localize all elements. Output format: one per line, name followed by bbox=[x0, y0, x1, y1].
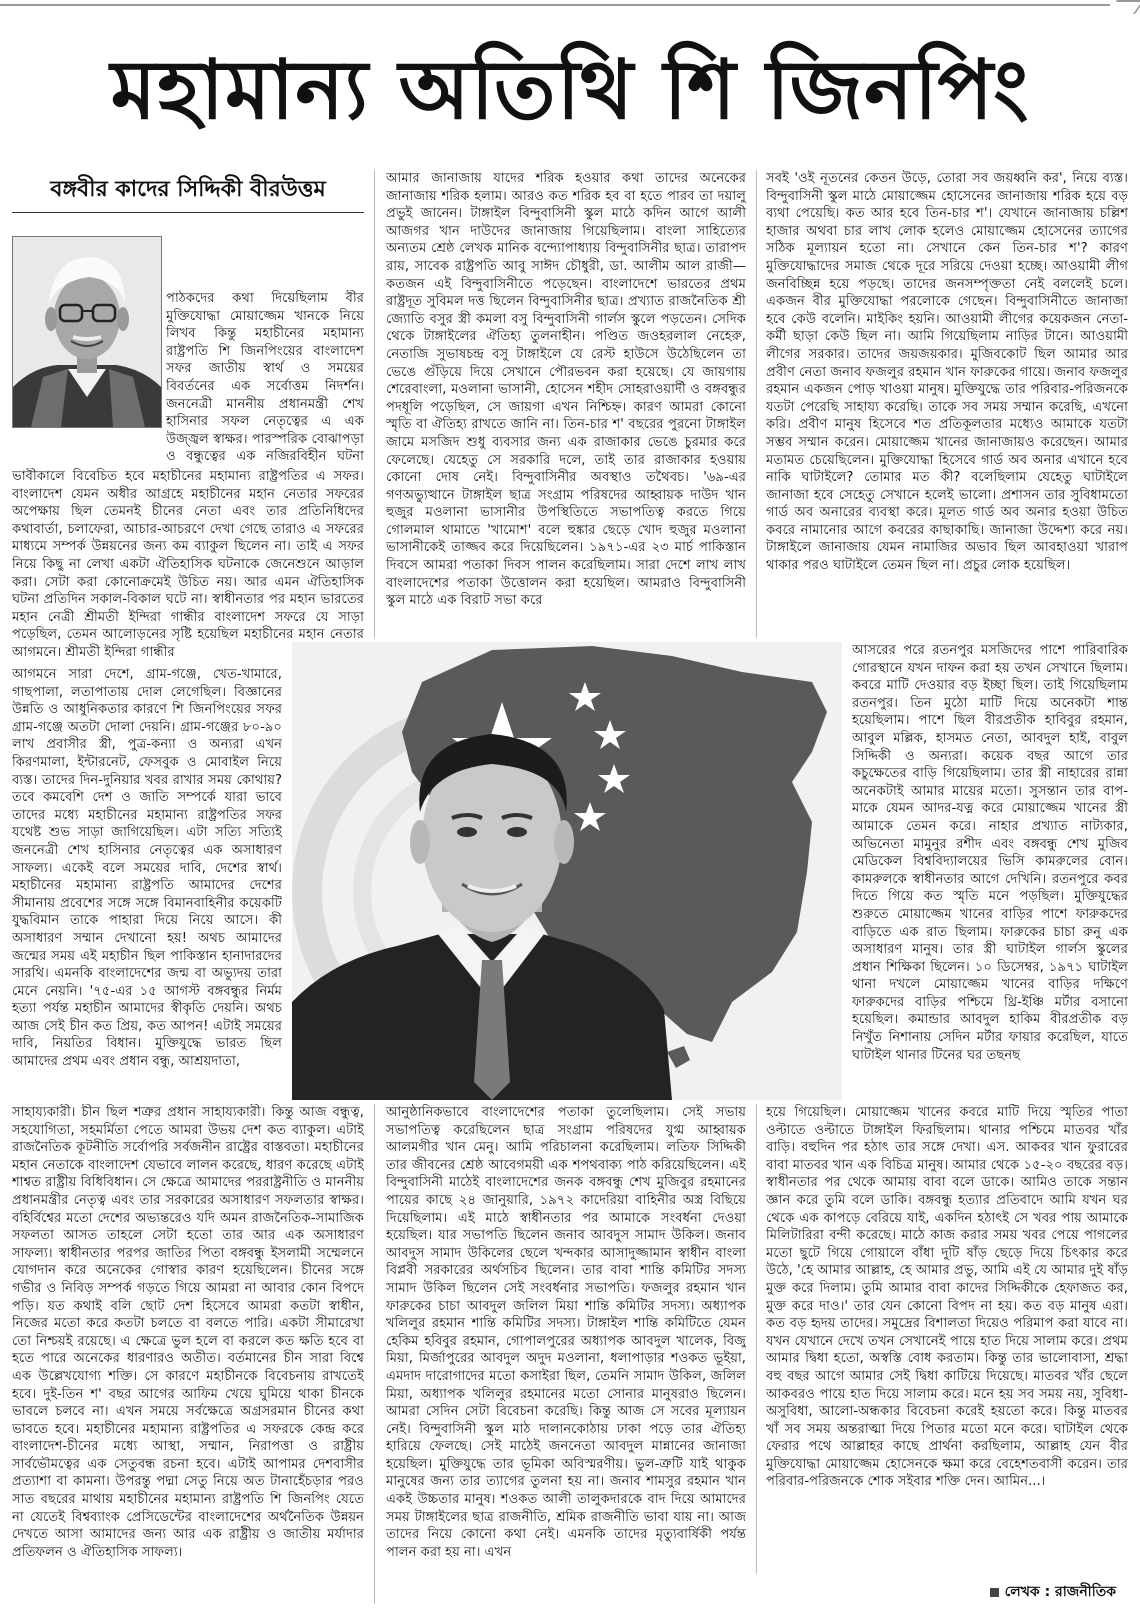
hero-portrait-map-image bbox=[292, 642, 842, 1100]
col1-upper bbox=[12, 468, 364, 662]
col1-beside-photo-text: পাঠকদের কথা দিয়েছিলাম বীর মুক্তিযোদ্ধা মোয়াজ্জেম খানকে নিয়ে লিখব কিন্তু মহাচীনের মহামান্য রাষ্ট্রপতি শি জিনপিংয়ের বাংলাদেশ সফর জাতীয় স্বার্থ ও সময়ের বিবর্তনের এক সর্বোত্তম নিদর্শন। জননেত্রী মাননীয় প্রধানমন্ত্রী শেখ হাসিনার সফল নেতৃত্বের এ এক উজ্জ্বল স্বাক্ষর। পারস্পরিক বোঝাপড়া ও বন্ধুত্বের এক নজিরবিহীন ঘটনা bbox=[166, 291, 364, 465]
col3-mid bbox=[852, 642, 1128, 1100]
col3-lower bbox=[766, 1104, 1128, 1572]
author-note bbox=[990, 1580, 1116, 1604]
col1-lower bbox=[12, 1104, 364, 1604]
column-rule-2 bbox=[756, 170, 757, 638]
col1-mid-text: আগমনে সারা দেশে, গ্রাম-গঞ্জে, খেত-খামারে, গাছপালা, লতাপাতায় দোল লেগেছিল। বিজ্ঞানের উন্নতি ও আধুনিকতার কারণে শি জিনপিংয়ের সফর গ্রাম-গঞ্জে অতটা দোলা দেয়নি। গ্রাম-গঞ্জের ৮০-৯০ লাখ প্রবাসীর স্ত্রী, পুত্র-কন্যা ও অন্যরা এখন কিরণমালা, ইন্টারনেট, ফেসবুক ও মোবাইল নিয়ে ব্যস্ত। তাদের দিন-দুনিয়ার খবর রাখার সময় কোথায়? তবে কমবেশি দেশ ও জাতি সম্পর্কে যারা ভাবে তাদের মধ্যে মহাচীনের মহামান্য রাষ্ট্রপতির সফর যথেষ্ট শুভ সাড়া জাগিয়েছিল। এটা সত্যি সত্যিই জননেত্রী শেখ হাসিনার নেতৃত্বের এক অসাধারণ সাফল্য। একেই বলে সময়ের দাবি, দেশের স্বার্থ। মহাচীনের মহামান্য রাষ্ট্রপতি আমাদের দেশের সীমানায় প্রবেশের সঙ্গে সঙ্গে বিমানবাহিনীর কয়েকটি যুদ্ধবিমান তাকে পাহারা দিয়ে নিয়ে আসে। কী অসাধারণ সম্মান দেখানো হয়! অথচ আমাদের জন্মের সময় এই মহাচীন ছিল পাকিস্তান হানাদারদের সারথি। এমনকি বাংলাদেশের জন্ম বা অভ্যুদয় তারা মেনে নেয়নি। '৭৫-এর ১৫ আগস্ট বঙ্গবন্ধুর নির্মম হত্যা পর্যন্ত মহাচীন আমাদের স্বীকৃতি দেয়নি। অথচ আজ সেই চীন কত প্রিয়, কত আপন! এটাই সময়ের দাবি, নিয়তির বিধান। মুক্তিযুদ্ধে ভারত ছিল আমাদের প্রথম এবং প্রধান বন্ধু, আশ্রয়দাতা, bbox=[12, 667, 282, 1070]
col2-upper bbox=[386, 170, 746, 636]
headline: মহামান্য অতিথি শি জিনপিং bbox=[110, 42, 1030, 138]
author-portrait-image bbox=[13, 237, 161, 427]
col3-upper-text: সবই 'ওই নূতনের কেতন উড়ে, তোরা সব জয়ধ্বনি কর', নিয়ে ব্যস্ত। বিন্দুবাসিনী স্কুল মাঠে মোয়াজ্জেম হোসেনের জানাজায় শরিক হয়ে বড় ব্যথা পেয়েছি। কত আর হবে তিন-চার শ'। যেখানে জানাজায় চল্লিশ হাজার অথবা চার লাখ লোক হলেও মোয়াজ্জেম হোসেনের ত্যাগের সঠিক মূল্যায়ন হতো না। সেখানে কেন তিন-চার শ'? কারণ মুক্তিযোদ্ধাদের সমাজ থেকে দূরে সরিয়ে দেওয়া হচ্ছে। আওয়ামী লীগ জনবিচ্ছিন্ন হয়ে পড়ছে। তাদের জনসম্পৃক্ততা নেই বললেই চলে। একজন বীর মুক্তিযোদ্ধা পরলোকে গেছেন। বিন্দুবাসিনীতে জানাজা হবে কেউ বলেনি। মাইকিং হয়নি। আওয়ামী লীগের কয়েকজন নেতা-কর্মী ছাড়া কেউ ছিল না। আমি গিয়েছিলাম নাড়ির টানে। আওয়ামী লীগের সরকার। তাদের জয়জয়কার। মুজিবকোট ছিল আমার আর প্রবীণ নেতা জনাব ফজলুর রহমান খান ফারুকের গায়ে। জনাব ফজলুর রহমান একজন পোড় খাওয়া মানুষ। মুক্তিযুদ্ধে তার পরিবার-পরিজনকে যতটা পেরেছি সাহায্য করেছি। তাকে সব সময় সম্মান করেছি, এখনো করি। প্রবীণ মানুষ হিসেবে শত প্রতিকূলতার মধ্যেও আমাকে যতটা সম্ভব সম্মান করেন। মোয়াজ্জেম খানের জানাজায়ও করেছেন। আমার মতামত চেয়েছিলেন। মুক্তিযোদ্ধা হিসেবে গার্ড অব অনার এখানে হবে নাকি ঘাটাইলে? তোমার মত কী? বলেছিলাম যেহেতু ঘাটাইলে জানাজা হবে সেহেতু সেখানে হলেই ভালো। প্রশাসন তার সুবিধামতো গার্ড অব অনারের ব্যবস্থা করে। মূলত গার্ড অব অনার হওয়া উচিত কবরে নামানোর আগে কবরের কাছাকাছি। জানাজা উদ্দেশ্য করে নয়। টাঙ্গাইলে জানাজায় যেমন নামাজির অভাব ছিল আবহাওয়া খারাপ থাকার পরও ঘাটাইলে তেমন ছিল না। প্রচুর লোক হয়েছিল। bbox=[766, 171, 1128, 574]
col3-upper bbox=[766, 170, 1128, 636]
column-rule-1b bbox=[374, 1104, 375, 1604]
top-border-line bbox=[0, 4, 1110, 6]
col1-mid bbox=[12, 666, 282, 1100]
byline: বঙ্গবীর কাদের সিদ্দিকী বীরউত্তম bbox=[50, 176, 326, 202]
author-photo bbox=[12, 236, 162, 428]
byline-rule bbox=[12, 212, 364, 213]
col1-beside-photo bbox=[166, 290, 364, 466]
top-corner-ornament bbox=[1107, 0, 1140, 14]
col3-lower-text: হয়ে গিয়েছিল। মোয়াজ্জেম খানের কবরে মাটি দিয়ে স্মৃতির পাতা ওল্টাতে ওল্টাতে টাঙ্গাইল ফিরছিলাম। থানার পশ্চিমে মাতবর খাঁর বাড়ি। বহুদিন পর হঠাৎ তার সঙ্গে দেখা। এস. আকবর খান ফুরারের বাবা মাতবর খান এক বিচিত্র মানুষ। আমার থেকে ১৫-২০ বছরের বড়। স্বাধীনতার পর থেকে আমায় বাবা বলে ডাকে। আমিও তাকে সন্তান জ্ঞান করে তুমি বলে ডাকি। বঙ্গবন্ধু হত্যার প্রতিবাদে আমি যখন ঘর থেকে এক কাপড়ে বেরিয়ে যাই, একদিন হঠাৎই সে খবর পায় আমাকে মিলিটারিরা বন্দী করেছে। মাঠে কাজ করার সময় খবর পেয়ে পাগলের মতো ছুটে গিয়ে গোয়ালে বাঁধা দুটি ষাঁড় ছেড়ে দিয়ে চিৎকার করে উঠে, 'হে আমার আল্লাহ, হে আমার প্রভু, আমি এই যে আমার দুই ষাঁড় মুক্ত করে দিলাম। তুমি আমার বাবা কাদের সিদ্দিকীকে হেফাজত কর, মুক্ত করে দাও।' তার যেন কোনো বিপদ না হয়। কত বড় মানুষ এরা। কত বড় হৃদয় তাদের। সমুদ্রের বিশালতা দিয়েও পরিমাপ করা যাবে না। যখন যেখানে দেখে তখন সেখানেই পায়ে হাত দিয়ে সালাম করে। প্রথম আমার দ্বিধা হতো, অস্বস্তি বোধ করতাম। কিন্তু তার ভালোবাসা, শ্রদ্ধা বহু বছর আগে আমার সেই দ্বিধা কাটিয়ে দিয়েছে। মাতবর খাঁর ছেলে আকবরও পায়ে হাত দিয়ে সালাম করে। মনে হয় সব সময় নয়, সুবিধা-অসুবিধা, আলো-অন্ধকার বিবেচনা করেই হয়তো করে। কিন্তু মাতবর খাঁ সব সময় অন্তরাত্মা দিয়ে পিতার মতো মনে করে। ঘাটাইল থেকে ফেরার পথে আল্লাহর কাছে প্রার্থনা করছিলাম, আল্লাহ যেন বীর মুক্তিযোদ্ধা মোয়াজ্জেম হোসেনকে ক্ষমা করে বেহেশতবাসী করেন। তার পরিবার-পরিজনকে শোক সইবার শক্তি দেন। আমিন...। bbox=[766, 1105, 1128, 1490]
col1-upper-text: ভাবীকালে বিবেচিত হবে মহাচীনের মহামান্য রাষ্ট্রপতির এ সফর। বাংলাদেশ যেমন অধীর আগ্রহে মহাচীনের মহান নেতার সফরের অপেক্ষায় ছিল তেমনই চীনের নেতা এবং তার প্রতিনিধিদের কথাবার্তা, চলাফেরা, আচার-আচরণে দেখা গেছে তারাও এ সফরের মাধ্যমে সম্পর্ক উন্নয়নের জন্য কম ব্যাকুল ছিলেন না। তাই এ সফর নিয়ে কিছু না লেখা একটা ঐতিহাসিক ঘটনাকে জেনেশুনে আড়াল করা। সেটা করা কোনোক্রমেই উচিত নয়। আর এমন ঐতিহাসিক ঘটনা প্রতিদিন সকাল-বিকাল ঘটে না। স্বাধীনতার পর মহান ভারতের মহান নেত্রী শ্রীমতী ইন্দিরা গান্ধীর বাংলাদেশ সফরে যে সাড়া পড়েছিল, তেমন আলোড়নের সৃষ্টি হয়েছিল মহাচীনের মহান নেতার আগমনে। শ্রীমতী ইন্দিরা গান্ধীর bbox=[12, 469, 364, 660]
author-note-label: লেখক : রাজনীতিক bbox=[1004, 1584, 1116, 1600]
column-rule-1 bbox=[374, 170, 375, 638]
column-rule-2b bbox=[756, 1104, 757, 1574]
col3-mid-text: আসরের পরে রতনপুর মসজিদের পাশে পারিবারিক গোরস্থানে যখন দাফন করা হয় তখন সেখানে ছিলাম। কবরে মাটি দেওয়ার বড় ইচ্ছা ছিল। তাই গিয়েছিলাম রতনপুর। তিন মুঠো মাটি দিয়ে অনেকটা শান্ত হয়েছিলাম। পাশে ছিল বীরপ্রতীক হাবিবুর রহমান, আবুল মল্লিক, হাসমত নেতা, আবদুল হাই, বাবুল সিদ্দিকী ও অন্যরা। কয়েক বছর আগে তার কচুক্ষেতের বাড়ি গিয়েছিলাম। তার স্ত্রী নাহারের রান্না অনেকটাই আমার মায়ের মতো। সুসন্তান তার বাপ-মাকে যেমন আদর-যত্ন করে মোয়াজ্জেম খানের স্ত্রী আমাকে তেমন করে। নাহার প্রখ্যাত নাট্যকার, অভিনেতা মামুনুর রশীদ এবং বঙ্গবন্ধু শেখ মুজিব মেডিকেল বিশ্ববিদ্যালয়ের ভিসি কামরুলের বোন। কামরুলকে স্বাধীনতার আগে দেখিনি। রতনপুরে কবর দিতে গিয়ে কত স্মৃতি মনে পড়ছিল। মুক্তিযুদ্ধের শুরুতে মোয়াজ্জেম খানের বাড়ির পাশে ফারুকদের বাড়িতে এক রাত ছিলাম। ফারুকের চাচা রুনু এক অসাধারণ মানুষ। তার স্ত্রী ঘাটাইল গার্লস স্কুলের প্রধান শিক্ষিকা ছিলেন। ১০ ডিসেম্বর, ১৯৭১ ঘাটাইল থানা দখলে মোয়াজ্জেম খানের বাড়ির দক্ষিণে ফারুকদের বাড়ির পশ্চিমে থ্রি-ইঞ্চি মর্টার বসানো হয়েছিল। কমান্ডার আবদুল হাকিম বীরপ্রতীক বড় নিখুঁত নিশানায় সেদিন মর্টার ফায়ার করেছিল, যাতে ঘাটাইল থানার টিনের ঘর তছনছ bbox=[852, 643, 1128, 1063]
col2-upper-text: আমার জানাজায় যাদের শরিক হওয়ার কথা তাদের অনেকের জানাজায় শরিক হলাম। আরও কত শরিক হব বা হতে পারব তা দয়ালু প্রভুই জানেন। টাঙ্গাইল বিন্দুবাসিনী স্কুল মাঠে কদিন আগে আলী আজগর খান দাউদের জানাজায় গিয়েছিলাম। বাংলা সাহিত্যের অন্যতম শ্রেষ্ঠ লেখক মানিক বন্দ্যোপাধ্যায় বিন্দুবাসিনীর ছাত্র। তারাপদ রায়, সাবেক রাষ্ট্রপতি আবু সাঈদ চৌধুরী, ডা. আলীম আল রাজী— কতজন এই বিন্দুবাসিনীতে পড়েছেন। বাংলাদেশে ভারতের প্রথম রাষ্ট্রদূত সুবিমল দত্ত ছিলেন বিন্দুবাসিনীর ছাত্র। প্রখ্যাত রাজনৈতিক শ্রী জ্যোতি বসুর স্ত্রী কমলা বসু বিন্দুবাসিনী গার্লস স্কুলে পড়তেন। সেদিক থেকে টাঙ্গাইলের ঐতিহ্য তুলনাহীন। পণ্ডিত জওহরলাল নেহেরু, নেতাজি সুভাষচন্দ্র বসু টাঙ্গাইলে যে রেস্ট হাউসে উঠেছিলেন তা ভেঙে গুঁড়িয়ে দিয়ে সেখানে পৌরভবন করা হয়েছে। যে জায়গায় শেরেবাংলা, মওলানা ভাসানী, হোসেন শহীদ সোহরাওয়ার্দী ও বঙ্গবন্ধুর পদধূলি পড়েছিল, সে জায়গা এখন নিশ্চিহ্ন। কারণ আমরা কোনো স্মৃতি বা ঐতিহ্য রাখতে জানি না। তিন-চার শ' বছরের পুরনো টাঙ্গাইল জামে মসজিদ শুধু ব্যবসার জন্য এক রাজাকার ভেঙে চুরমার করে ফেলেছে। যেহেতু সে সরকারি দলে, তাই তার রাজাকার হওয়ায় কোনো দোষ নেই। বিন্দুবাসিনীর অবস্থাও তথৈবচ। '৬৯-এর গণঅভ্যুত্থানে টাঙ্গাইল ছাত্র সংগ্রাম পরিষদের আহ্বায়ক দাউদ খান হুজুর মওলানা ভাসানীর উপস্থিতিতে সভাপতিত্ব করতে গিয়ে গোলমাল থামাতে 'খামোশ' বলে হুঙ্কার ছেড়ে খোদ হুজুর মওলানা ভাসানীকেই তাজ্জব করে দিয়েছিলেন। ১৯৭১-এর ২৩ মার্চ পাকিস্তান দিবসে আমরা পতাকা দিবস পালন করেছিলাম। সারা দেশে লাখ লাখ বাংলাদেশের পতাকা উত্তোলন করা হয়েছিল। আমরাও বিন্দুবাসিনী স্কুল মাঠে এক বিরাট সভা করে bbox=[386, 171, 746, 609]
square-bullet-icon bbox=[990, 1588, 999, 1597]
col1-lower-text: সাহায্যকারী। চীন ছিল শত্রুর প্রধান সাহায্যকারী। কিন্তু আজ বন্ধুত্ব, সহযোগিতা, সহমর্মিতা পেতে আমরা উভয় দেশ কত ব্যাকুল। এটাই রাজনৈতিক কূটনীতি সর্বোপরি সর্বজনীন রাষ্ট্রের বাস্তবতা। মহাচীনের মহান নেতাকে বাংলাদেশ যেভাবে লালন করেছে, ধারণ করেছে এটাই শাশ্বত রাষ্ট্রীয় বিধিবিধান। সে ক্ষেত্রে আমাদের পররাষ্ট্রনীতি ও মাননীয় প্রধানমন্ত্রীর নেতৃত্ব এবং তার সরকারের অসাধারণ সফলতার স্বাক্ষর। বহির্বিশ্বের মতো দেশের অভ্যন্তরেও যদি অমন রাজনৈতিক-সামাজিক সফলতা আসত তাহলে সেটা হতো তার আর এক অসাধারণ সাফল্য। স্বাধীনতার পরপর জাতির পিতা বঙ্গবন্ধু ইসলামী সম্মেলনে যোগদান করে অনেকের গোস্বার কারণ হয়েছিলেন। চীনের সঙ্গে গভীর ও নিবিড় সম্পর্ক গড়তে গিয়ে আমরা না আবার কোন বিপদে পড়ি। যত কথাই বলি ছোট দেশ হিসেবে আমরা কতটা স্বাধীন, নিজের মতো করে কতটা চলতে বা বলতে পারি। একটা সীমারেখা তো নিশ্চয়ই রয়েছে। এ ক্ষেত্রে ভুল হলে বা করলে কত ক্ষতি হবে বা হতে পারে অনেকের ধারণারও অতীত। বর্তমানের চীন সারা বিশ্বে এক উল্লেখযোগ্য শক্তি। সে কারণে মহাচীনকে বিবেচনায় রাখতেই হবে। দুই-তিন শ' বছর আগের আফিম খেয়ে ঘুমিয়ে থাকা চীনকে ভাবলে চলবে না। এখন সময়ে সর্বক্ষেত্রে অগ্রসরমান চীনের কথা ভাবতে হবে। মহাচীনের মহামান্য রাষ্ট্রপতির এ সফরকে কেন্দ্র করে বাংলাদেশ-চীনের মধ্যে আস্থা, সম্মান, নিরাপত্তা ও রাষ্ট্রীয় সার্বভৌমত্বের এক সেতুবন্ধ রচনা হবে। এটাই আপামর দেশবাসীর প্রত্যাশা বা কামনা। উপরন্তু পদ্মা সেতু নিয়ে অত টানাহেঁচড়ার পরও সাত বছরের মাথায় মহাচীনের মহামান্য রাষ্ট্রপতি শি জিনপিং যেতে না যেতেই বিশ্বব্যাংক প্রেসিডেন্টের বাংলাদেশের অর্থনৈতিক উন্নয়ন দেখতে আসা আমাদের জন্য আর এক রাষ্ট্রীয় ও জাতীয় মর্যাদার প্রতিফলন ও ঐতিহাসিক সাফল্য। bbox=[12, 1105, 364, 1560]
col2-lower-text: আনুষ্ঠানিকভাবে বাংলাদেশের পতাকা তুলেছিলাম। সেই সভায় সভাপতিত্ব করেছিলেন ছাত্র সংগ্রাম পরিষদের যুগ্ম আহ্বায়ক আলমগীর খান মেনু। আমি পরিচালনা করেছিলাম। লতিফ সিদ্দিকী তার জীবনের শ্রেষ্ঠ আবেগময়ী এক শপথবাক্য পাঠ করিয়েছিলেন। এই বিন্দুবাসিনী মাঠেই বাংলাদেশের জনক বঙ্গবন্ধু শেখ মুজিবুর রহমানের পায়ের কাছে ২৪ জানুয়ারি, ১৯৭২ কাদেরিয়া বাহিনীর অস্ত্র বিছিয়ে দিয়েছিলাম। এই মাঠে স্বাধীনতার পর আমাকে সংবর্ধনা দেওয়া হয়েছিল। যার সভাপতি ছিলেন জনাব আবদুস সামাদ উকিল। জনাব আবদুস সামাদ উকিলের ছেলে খন্দকার আসাদুজ্জামান স্বাধীন বাংলা বিপ্লবী সরকারের অর্থসচিব ছিলেন। তার বাবা শান্তি কমিটির সদস্য সামাদ উকিল ছিলেন সেই সংবর্ধনার সভাপতি। ফজলুর রহমান খান ফারুকের চাচা আবদুল জলিল মিয়া শান্তি কমিটির সদস্য। অধ্যাপক খলিলুর রহমান শান্তি কমিটির সদস্য। টাঙ্গাইল শান্তি কমিটিতে যেমন হেকিম হবিবুর রহমান, গোপালপুরের অধ্যাপক আবদুল খালেক, বিজু মিয়া, মির্জাপুরের আবদুল অদুদ মওলানা, ধলাপাড়ার শওকত ভূইয়া, এমদাদ দারোগাদের মতো কসাইরা ছিল, তেমনি সামাদ উকিল, জলিল মিয়া, অধ্যাপক খলিলুর রহমানের মতো সোনার মানুষরাও ছিলেন। আমরা সেদিন সেটা বিবেচনা করেছি। কিন্তু আজ সে সবের মূল্যায়ন নেই। বিন্দুবাসিনী স্কুল মাঠ দালানকোঠায় ঢাকা পড়ে তার ঐতিহ্য হারিয়ে ফেলছে। সেই মাঠেই জননেতা আবদুল মান্নানের জানাজা হয়েছিল। মুক্তিযুদ্ধে তার ভূমিকা অবিস্মরণীয়। ভুল-ত্রুটি যাই থাকুক মানুষের জন্য তার ত্যাগের তুলনা হয় না। জনাব শামসুর রহমান খান একই উচ্চতার মানুষ। শওকত আলী তালুকদারকে বাদ দিয়ে আমাদের সময় টাঙ্গাইলের ছাত্র রাজনীতি, শ্রমিক রাজনীতি ভাবা যায় না। আজ তাদের নিয়ে কোনো কথা নেই। এমনকি তাদের মৃত্যুবার্ষিকী পর্যন্ত পালন করা হয় না। এখন bbox=[386, 1105, 746, 1560]
hero-photo bbox=[292, 642, 842, 1100]
col2-lower bbox=[386, 1104, 746, 1604]
